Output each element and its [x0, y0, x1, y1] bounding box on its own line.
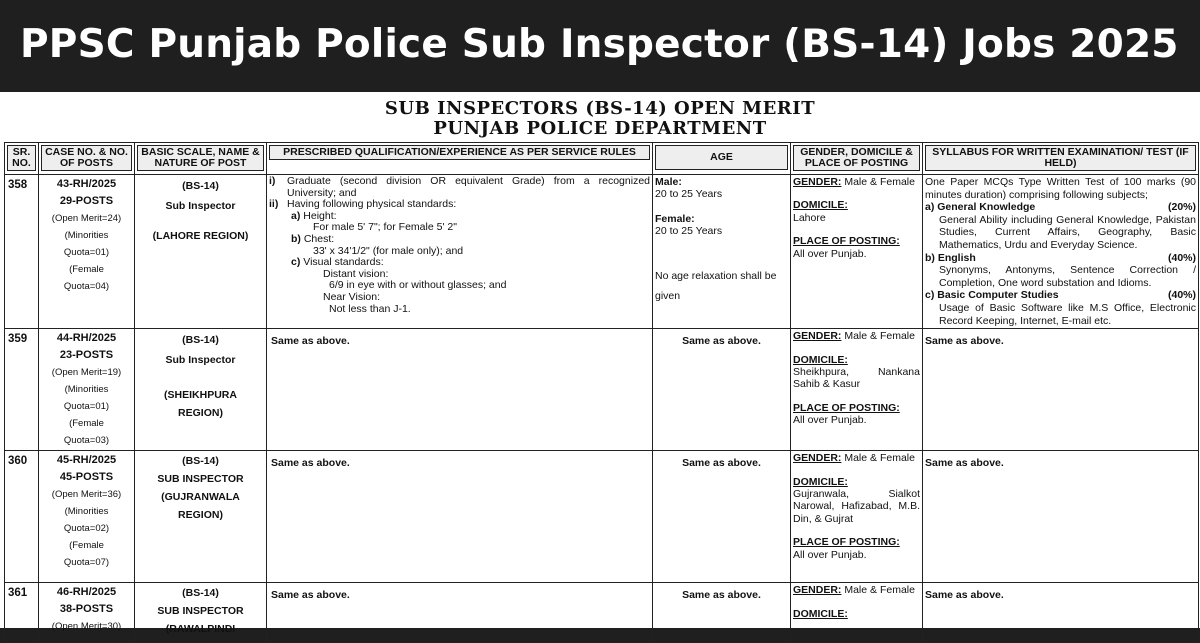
syllabus-cell: One Paper MCQs Type Written Test of 100 marks (90 minutes duration) comprising following subjects; a) General Knowledge (20%) General Ability including General Knowledge, Pakistan Studies, Current Affairs, Geography, Basic Mathematics, Urdu and Everyday Science. b) English (40%) Synonyms, Antonyms, Sentence Correction / Completion, One word substation and Idioms. c) Basic Computer Studies (40%) Usage of Basic Software like M.S Office, Electronic Record Keeping, Internet, E-mail etc. [923, 175, 1199, 329]
sr-cell: 361 [5, 583, 39, 643]
syllabus-cell: Same as above. [923, 329, 1199, 451]
syllabus-cell: Same as above. [923, 451, 1199, 583]
case-cell: 46-RH/2025 38-POSTS (Open Merit=30) [39, 583, 135, 643]
qualification-cell: i) Graduate (second division OR equivalent Grade) from a recognized University; and ii) Having following physical standards: a) Height: For male 5' 7"; for Female 5' 2" b) Chest: 33' x 34'1/2" (for male only); and c) Visual standards: Distant vision: 6/9 in eye with or without glasses; and Near Vision: Not less than J-1. [267, 175, 653, 329]
post-cell: (BS-14) SUB INSPECTOR (RAWALPINDI [135, 583, 267, 643]
col-header-basic: BASIC SCALE, NAME & NATURE OF POST [135, 143, 267, 175]
document-subheading: PUNJAB POLICE DEPARTMENT [433, 118, 767, 139]
age-cell: Same as above. [653, 329, 791, 451]
advertisement-document [0, 92, 1200, 636]
case-cell: 44-RH/2025 23-POSTS (Open Merit=19) (Minorities Quota=01) (Female Quota=03) [39, 329, 135, 451]
col-header-syllabus: SYLLABUS FOR WRITTEN EXAMINATION/ TEST (IF HELD) [923, 143, 1199, 175]
col-header-gender: GENDER, DOMICILE & PLACE OF POSTING [791, 143, 923, 175]
col-header-age: AGE [653, 143, 791, 175]
post-cell: (BS-14) Sub Inspector (SHEIKHPURA REGION) [135, 329, 267, 451]
title-banner [0, 0, 1200, 92]
post-cell: (BS-14) SUB INSPECTOR (GUJRANWALA REGION) [135, 451, 267, 583]
age-cell: Same as above. [653, 583, 791, 643]
jobs-table [4, 142, 1199, 643]
col-header-case: CASE NO. & NO. OF POSTS [39, 143, 135, 175]
col-header-sr: SR. NO. [5, 143, 39, 175]
sr-cell: 359 [5, 329, 39, 451]
col-header-qualification: PRESCRIBED QUALIFICATION/EXPERIENCE AS PER SERVICE RULES [267, 143, 653, 175]
table-header-row [5, 143, 1199, 175]
case-cell: 45-RH/2025 45-POSTS (Open Merit=36) (Minorities Quota=02) (Female Quota=07) [39, 451, 135, 583]
age-cell: Male: 20 to 25 Years Female: 20 to 25 Years No age relaxation shall be given [653, 175, 791, 329]
qualification-cell: Same as above. [267, 451, 653, 583]
sr-cell: 360 [5, 451, 39, 583]
gender-cell: GENDER: Male & Female DOMICILE: [791, 583, 923, 643]
gender-cell: GENDER: Male & Female DOMICILE: Sheikhpura, Nankana Sahib & Kasur PLACE OF POSTING: All over Punjab. [791, 329, 923, 451]
gender-cell: GENDER: Male & Female DOMICILE: Lahore PLACE OF POSTING: All over Punjab. [791, 175, 923, 329]
sr-cell: 358 [5, 175, 39, 329]
qualification-cell: Same as above. [267, 583, 653, 643]
table-row [5, 583, 1199, 643]
age-cell: Same as above. [653, 451, 791, 583]
table-row [5, 451, 1199, 583]
case-cell: 43-RH/2025 29-POSTS (Open Merit=24) (Minorities Quota=01) (Female Quota=04) [39, 175, 135, 329]
table-row [5, 175, 1199, 329]
table-row [5, 329, 1199, 451]
document-heading: SUB INSPECTORS (BS-14) OPEN MERIT [384, 98, 816, 119]
syllabus-cell: Same as above. [923, 583, 1199, 643]
gender-cell: GENDER: Male & Female DOMICILE: Gujranwala, Sialkot Narowal, Hafizabad, M.B. Din, & Gujrat PLACE OF POSTING: All over Punjab. [791, 451, 923, 583]
page-title: PPSC Punjab Police Sub Inspector (BS-14) Jobs 2025 [20, 22, 1179, 67]
qualification-cell: Same as above. [267, 329, 653, 451]
post-cell: (BS-14) Sub Inspector (LAHORE REGION) [135, 175, 267, 329]
